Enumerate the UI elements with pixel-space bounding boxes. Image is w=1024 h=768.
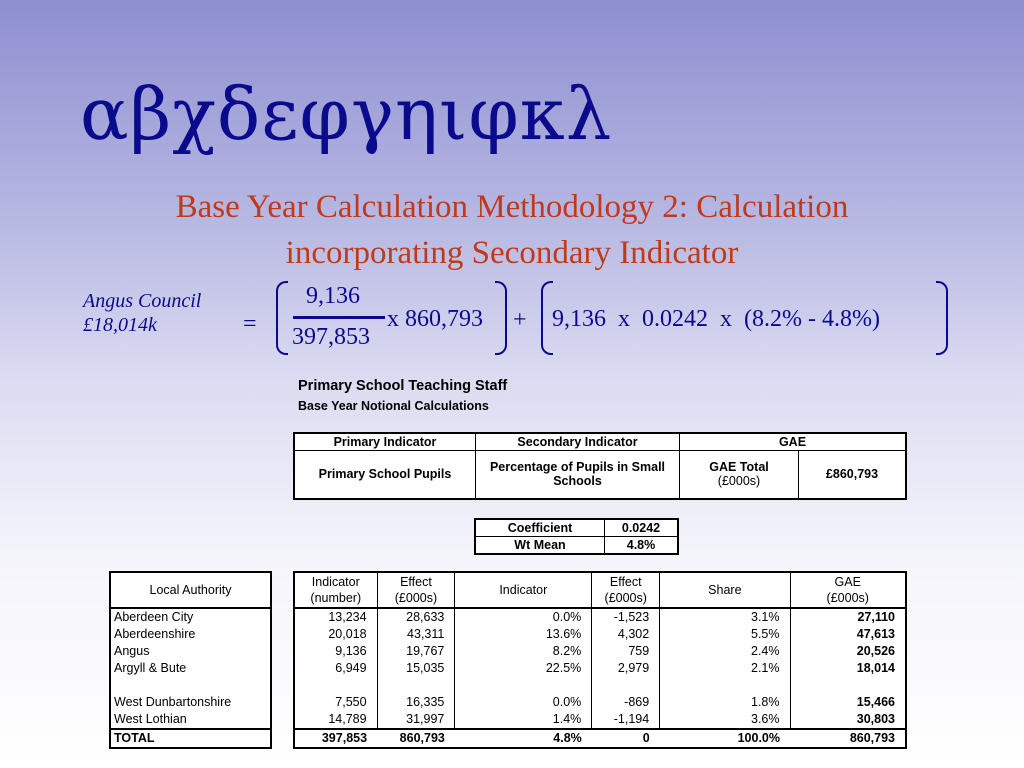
- indicator-pct: [455, 677, 592, 694]
- share-value: [660, 677, 790, 694]
- header-line-1: GAE: [834, 575, 861, 589]
- share-value: 3.6%: [660, 711, 790, 729]
- indicator-number: [294, 677, 377, 694]
- coefficient-value: 0.0242: [605, 519, 679, 537]
- indicator-number: 9,136: [294, 643, 377, 660]
- effect-pct-value: 2,979: [592, 660, 660, 677]
- gae-value: 20,526: [790, 643, 906, 660]
- indicator-pct: 0.0%: [455, 608, 592, 626]
- subtitle-line-2: incorporating Secondary Indicator: [285, 235, 739, 271]
- gae-value: 18,014: [790, 660, 906, 677]
- total-share-value: 100.0%: [660, 729, 790, 748]
- gae-value: 27,110: [790, 608, 906, 626]
- effect-pct-value: -1,523: [592, 608, 660, 626]
- effect-pct-value: [592, 677, 660, 694]
- authority-name: Angus: [110, 643, 271, 660]
- authority-name: Aberdeenshire: [110, 626, 271, 643]
- authority-name: [110, 677, 271, 694]
- total-gae-value: 860,793: [790, 729, 906, 748]
- share-header: [660, 572, 790, 608]
- local-authority-header: Local Authority: [110, 572, 271, 608]
- fraction-denominator: 397,853: [292, 324, 370, 350]
- authority-name: Argyll & Bute: [110, 660, 271, 677]
- header-line-1: Effect: [609, 575, 642, 589]
- header-line-2: (£000s): [394, 591, 438, 605]
- equals-sign: =: [243, 311, 257, 337]
- gae-total-label: GAE Total: [709, 460, 769, 475]
- gae-value: 15,466: [790, 694, 906, 711]
- effect-value: 43,311: [377, 626, 455, 643]
- authority-name: West Lothian: [110, 711, 271, 729]
- authority-name: West Dunbartonshire: [110, 694, 271, 711]
- header-line-2: (£000s): [604, 591, 647, 605]
- calculation-formula: [0, 0, 1024, 370]
- wt-mean-label: Wt Mean: [475, 537, 605, 555]
- plus-sign: +: [513, 307, 527, 333]
- table-row: [294, 711, 906, 729]
- effect-pct-value: -1,194: [592, 711, 660, 729]
- primary-indicator-value: Primary School Pupils: [294, 450, 476, 499]
- fraction-numerator: 9,136: [306, 283, 360, 309]
- indicator-pct: 13.6%: [455, 626, 592, 643]
- indicator-pct: 8.2%: [455, 643, 592, 660]
- effect-pct-value: 4,302: [592, 626, 660, 643]
- indicator-pct: 22.5%: [455, 660, 592, 677]
- gae-total-value: £860,793: [799, 450, 907, 499]
- right-brace-1: [495, 281, 507, 355]
- formula-left-label: [83, 289, 201, 337]
- effect-value: 16,335: [377, 694, 455, 711]
- total-indicator-pct: 4.8%: [455, 729, 592, 748]
- indicator-number: 6,949: [294, 660, 377, 677]
- share-value: 2.4%: [660, 643, 790, 660]
- table-row: [110, 711, 271, 729]
- calculation-table: [293, 571, 907, 749]
- table-subtitle: Base Year Notional Calculations: [298, 399, 489, 413]
- total-label: TOTAL: [110, 729, 271, 748]
- share-value: 2.1%: [660, 660, 790, 677]
- indicator-number: 14,789: [294, 711, 377, 729]
- table-row: [110, 643, 271, 660]
- table-row: [294, 608, 906, 626]
- times-gae-term: x 860,793: [387, 306, 483, 332]
- header-line-1: Indicator: [499, 583, 548, 597]
- header-line-2: (number): [310, 591, 362, 605]
- header-line-2: (£000s): [826, 591, 869, 605]
- gae-value: 30,803: [790, 711, 906, 729]
- share-value: 3.1%: [660, 608, 790, 626]
- indicator-table: [293, 432, 907, 500]
- indicator-pct-header: [455, 572, 592, 608]
- gae-value: [790, 677, 906, 694]
- effect-value: 28,633: [377, 608, 455, 626]
- table-row: [110, 677, 271, 694]
- gae-total-unit: (£000s): [717, 474, 761, 489]
- angus-council-label: Angus Council: [83, 290, 202, 312]
- second-term: 9,136 x 0.0242 x (8.2% - 4.8%): [552, 306, 880, 332]
- share-value: 1.8%: [660, 694, 790, 711]
- secondary-indicator-value: Percentage of Pupils in Small Schools: [476, 450, 680, 499]
- header-line-1: Indicator: [311, 575, 360, 589]
- header-line-1: Share: [708, 583, 742, 597]
- local-authority-table: [109, 571, 272, 749]
- wt-mean-value: 4.8%: [605, 537, 679, 555]
- table-row: [110, 626, 271, 643]
- table-row: [110, 694, 271, 711]
- effect-value: 31,997: [377, 711, 455, 729]
- indicator-pct: 1.4%: [455, 711, 592, 729]
- greek-title: αβχδεφγηιφκλ: [80, 72, 613, 156]
- table-row: [294, 626, 906, 643]
- effect-pct-value: 759: [592, 643, 660, 660]
- effect-pct-value: -869: [592, 694, 660, 711]
- gae-header: [790, 572, 906, 608]
- left-brace-1: [276, 281, 288, 355]
- indicator-number-header: [294, 572, 377, 608]
- header-line-1: Effect: [400, 575, 432, 589]
- effect-header: [377, 572, 455, 608]
- fraction-bar: [293, 316, 385, 319]
- total-effect-value: 860,793: [377, 729, 455, 748]
- primary-indicator-header: Primary Indicator: [294, 433, 476, 450]
- table-row: [294, 677, 906, 694]
- right-brace-2: [936, 281, 948, 355]
- coefficient-table: [474, 518, 679, 555]
- total-effect-pct-value: 0: [592, 729, 660, 748]
- effect-pct-header: [592, 572, 660, 608]
- coefficient-label: Coefficient: [475, 519, 605, 537]
- table-row: [110, 608, 271, 626]
- table-row: [294, 643, 906, 660]
- effect-value: 15,035: [377, 660, 455, 677]
- authority-name: Aberdeen City: [110, 608, 271, 626]
- effect-value: [377, 677, 455, 694]
- gae-value: 47,613: [790, 626, 906, 643]
- table-row: [294, 660, 906, 677]
- share-value: 5.5%: [660, 626, 790, 643]
- effect-value: 19,767: [377, 643, 455, 660]
- table-title: Primary School Teaching Staff: [298, 378, 508, 394]
- indicator-number: 20,018: [294, 626, 377, 643]
- gae-total-label-cell: [680, 450, 799, 499]
- angus-council-amount: £18,014k: [83, 314, 157, 336]
- indicator-pct: 0.0%: [455, 694, 592, 711]
- indicator-number: 13,234: [294, 608, 377, 626]
- table-row: [110, 660, 271, 677]
- table-row: [294, 694, 906, 711]
- secondary-indicator-header: Secondary Indicator: [476, 433, 680, 450]
- indicator-number: 7,550: [294, 694, 377, 711]
- total-indicator-number: 397,853: [294, 729, 377, 748]
- subtitle-line-1: Base Year Calculation Methodology 2: Calculation: [175, 189, 849, 225]
- gae-header: GAE: [680, 433, 907, 450]
